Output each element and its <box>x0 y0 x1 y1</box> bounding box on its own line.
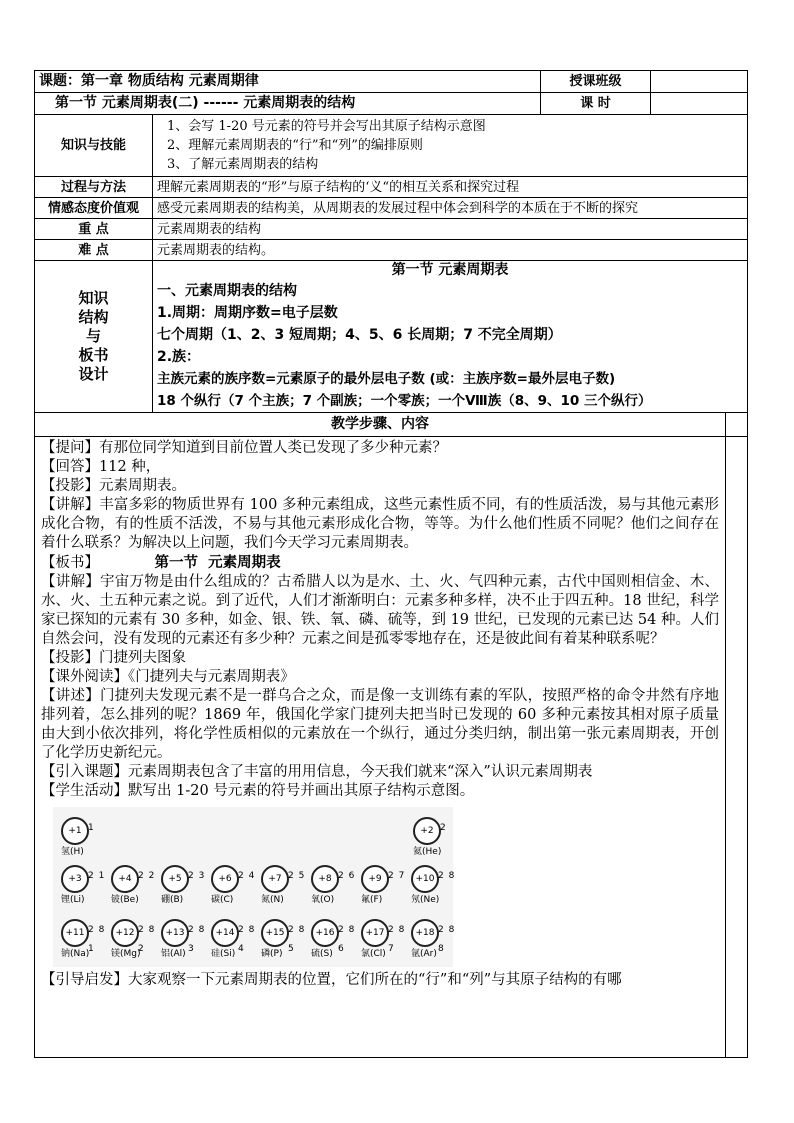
atom-nucleus: +7 <box>261 865 289 893</box>
atom-nucleus: +10 <box>411 865 439 893</box>
step-text: 元素周期表包含了丰富的用用信息，今天我们就来“深入”认识元素周期表 <box>128 764 593 780</box>
step-paragraph <box>41 553 719 573</box>
atom-diagram <box>361 919 407 957</box>
step-text: 有那位同学知道到目前位置人类已发现了多少种元素？ <box>99 440 447 456</box>
step-tag: 【学生活动】 <box>41 783 128 799</box>
atom-shells: 2 8 <box>438 871 456 881</box>
board-line: 1.周期：周期序数=电子层数 <box>157 305 338 321</box>
lesson-plan-table <box>34 70 748 1058</box>
board-line: 主族元素的族序数=元素原子的最外层电子数 (或：主族序数=最外层电子数) <box>157 371 616 387</box>
atom-diagram <box>311 919 357 957</box>
knowledge-item: 1、会写 1-20 号元素的符号并会写出其原子结构示意图 <box>167 119 486 134</box>
atom-shells: 2 2 <box>138 871 156 881</box>
atom-nucleus: +1 <box>61 817 89 845</box>
atom-name: 铝(Al) <box>161 949 186 959</box>
atom-name: 碳(C) <box>211 895 234 905</box>
hours-value <box>651 93 748 115</box>
step-text: 元素周期表。 <box>99 478 186 494</box>
step-text: 第一节 元素周期表 <box>99 554 281 571</box>
knowledge-item: 3、了解元素周期表的结构 <box>167 157 319 172</box>
atom-diagram <box>411 919 457 957</box>
atom-nucleus: +13 <box>161 919 189 947</box>
atom-nucleus: +18 <box>411 919 439 947</box>
step-tag: 【板书】 <box>41 555 99 571</box>
board-label-line: 板书 <box>78 346 109 364</box>
atom-nucleus: +9 <box>361 865 389 893</box>
atom-name: 氯(Cl) <box>361 949 386 959</box>
knowledge-item: 2、理解元素周期表的“行”和“列”的编排原则 <box>167 138 423 153</box>
atom-shells: 2 8 7 <box>388 925 406 954</box>
atom-name: 锂(Li) <box>61 895 85 905</box>
process-text: 理解元素周期表的“形”与原子结构的‘义“的相互关系和探究过程 <box>153 177 748 198</box>
step-tag: 【讲述】 <box>41 688 100 704</box>
atom-nucleus: +16 <box>311 919 339 947</box>
atom-shells: 2 3 <box>188 871 206 881</box>
class-label: 授课班级 <box>541 71 651 93</box>
atom-shells: 2 8 6 <box>338 925 356 954</box>
board-label-line: 与 <box>85 327 101 345</box>
atom-name: 氧(O) <box>311 895 335 905</box>
board-design <box>153 261 748 413</box>
step-tag: 【投影】 <box>41 650 99 666</box>
board-label-line: 设计 <box>78 365 109 383</box>
step-paragraph <box>41 458 719 477</box>
lesson-section: 第一节 元素周期表(二) ------ 元素周期表的结构 <box>35 93 541 115</box>
atom-diagram <box>311 865 357 903</box>
step-text: 宇宙万物是由什么组成的？古希腊人以为是水、土、火、气四种元素，古代中国则相信金、木、水、火、土五种元素之说。到了近代，人们才渐渐明白：元素多种多样，决不止于四五种。18 世纪，科学家已探知的元素有 30 多种，如金、银、铁、氧、磷、硫等，到 19 世纪，已发现的元素已达 54 种。人们自然会问，没有发现的元素还有多少种？元素之间是孤零零地存在，还是彼此间有着某种联系呢？ <box>41 574 720 647</box>
steps-side-cell <box>726 413 748 437</box>
atom-diagram <box>261 865 307 903</box>
board-title: 第一节 元素周期表 <box>391 262 509 278</box>
atom-shells: 2 5 <box>288 871 306 881</box>
step-paragraph <box>41 782 719 801</box>
board-line: 一、元素周期表的结构 <box>157 283 297 299</box>
step-text: 《门捷列夫与元素周期表》 <box>128 669 295 685</box>
class-value <box>651 71 748 93</box>
atom-name: 硫(S) <box>311 949 333 959</box>
atom-diagram <box>211 865 257 903</box>
difficulty-text: 元素周期表的结构。 <box>153 240 748 261</box>
atom-name: 镁(Mg) <box>111 949 141 959</box>
step-text: 门捷列夫发现元素不是一群乌合之众，而是像一支训练有素的军队，按照严格的命令井然有序地排列着，怎么排列的呢？1869 年，俄国化学家门捷列夫把当时已发现的 60 多种元素按其相对原子质量由大到小依次排列，将化学性质相似的元素放在一个纵行，通过分类归纳，制出第一张元素周期表，开创了化学历史新纪元。 <box>41 688 720 761</box>
atom-shells: 2 8 1 <box>88 925 106 954</box>
atom-diagram <box>61 919 107 957</box>
steps-heading: 教学步骤、内容 <box>35 413 726 437</box>
step-paragraph <box>41 763 719 782</box>
step-tag: 【讲解】 <box>41 497 100 513</box>
atom-diagram <box>111 919 157 957</box>
process-label: 过程与方法 <box>35 177 153 198</box>
atom-name: 氖(Ne) <box>411 895 440 905</box>
atom-name: 氩(Ar) <box>411 949 437 959</box>
atom-name: 氢(H) <box>61 847 84 857</box>
board-label-line: 结构 <box>78 308 109 326</box>
board-line: 18 个纵行（7 个主族；7 个副族；一个零族；一个Ⅷ族（8、9、10 三个纵行） <box>157 393 652 409</box>
atom-name: 硅(Si) <box>211 949 236 959</box>
board-label <box>35 261 153 413</box>
difficulty-label: 难 点 <box>35 240 153 261</box>
atom-shells: 2 7 <box>388 871 406 881</box>
emotion-text: 感受元素周期表的结构美，从周期表的发展过程中体会到科学的本质在于不断的探究 <box>153 198 748 219</box>
atom-shells: 2 8 5 <box>288 925 306 954</box>
atom-diagram <box>61 817 107 855</box>
step-paragraph <box>41 477 719 496</box>
atom-name: 磷(P) <box>261 949 283 959</box>
step-text: 大家观察一下元素周期表的位置，它们所在的“行”和“列”与其原子结构的有哪 <box>128 972 622 988</box>
step-tag: 【回答】 <box>41 459 99 475</box>
atom-diagram <box>361 865 407 903</box>
step-tag: 【投影】 <box>41 478 99 494</box>
step-tag: 【引入课题】 <box>41 764 128 780</box>
step-tag: 【讲解】 <box>41 574 100 590</box>
step-text: 112 种， <box>99 459 161 475</box>
atom-name: 氦(He) <box>413 847 442 857</box>
atom-diagram <box>161 919 207 957</box>
atom-name: 钠(Na) <box>61 949 90 959</box>
atom-shells: 2 <box>440 823 447 833</box>
focus-label: 重 点 <box>35 219 153 240</box>
steps-paragraphs <box>41 439 719 801</box>
atom-nucleus: +5 <box>161 865 189 893</box>
lesson-plan-page <box>34 70 747 1058</box>
atom-shells: 2 8 8 <box>438 925 456 954</box>
atom-shells: 1 <box>88 823 95 833</box>
atom-shells: 2 6 <box>338 871 356 881</box>
atom-nucleus: +17 <box>361 919 389 947</box>
atom-structure-figure <box>53 807 456 967</box>
atom-nucleus: +2 <box>413 817 441 845</box>
step-paragraph <box>41 971 719 990</box>
step-tag: 【引导启发】 <box>41 972 128 988</box>
step-paragraph <box>41 573 719 649</box>
atom-shells: 2 1 <box>88 871 106 881</box>
atom-shells: 2 4 <box>238 871 256 881</box>
atom-diagram <box>61 865 107 903</box>
atom-nucleus: +11 <box>61 919 89 947</box>
step-paragraph <box>41 668 719 687</box>
atom-diagram <box>111 865 157 903</box>
emotion-label: 情感态度价值观 <box>35 198 153 219</box>
atom-name: 铍(Be) <box>111 895 139 905</box>
step-text: 丰富多彩的物质世界有 100 多种元素组成，这些元素性质不同，有的性质活泼，易与其他元素形成化合物，有的性质不活泼，不易与其他元素形成化合物，等等。为什么他们性质不同呢？他们之间存在着什么联系？为解决以上问题，我们今天学习元素周期表。 <box>41 497 720 551</box>
atom-name: 氮(N) <box>261 895 284 905</box>
knowledge-items <box>153 115 748 177</box>
board-line: 七个周期（1、2、3 短周期；4、5、6 长周期；7 不完全周期） <box>157 327 562 343</box>
atom-shells: 2 8 2 <box>138 925 156 954</box>
atom-nucleus: +15 <box>261 919 289 947</box>
step-text: 门捷列夫图象 <box>99 650 186 666</box>
atom-name: 氟(F) <box>361 895 383 905</box>
atom-nucleus: +4 <box>111 865 139 893</box>
atom-name: 硼(B) <box>161 895 184 905</box>
atom-nucleus: +14 <box>211 919 239 947</box>
step-paragraph <box>41 687 719 763</box>
atom-nucleus: +3 <box>61 865 89 893</box>
atom-diagram <box>161 865 207 903</box>
steps-side-cell <box>726 437 748 1058</box>
focus-text: 元素周期表的结构 <box>153 219 748 240</box>
step-text: 默写出 1-20 号元素的符号并画出其原子结构示意图。 <box>128 783 475 799</box>
step-paragraph <box>41 649 719 668</box>
atom-shells: 2 8 4 <box>238 925 256 954</box>
steps-body <box>35 437 726 1058</box>
step-paragraph <box>41 439 719 458</box>
hours-label: 课 时 <box>541 93 651 115</box>
atom-nucleus: +6 <box>211 865 239 893</box>
atom-diagram <box>411 865 457 903</box>
lesson-topic: 课题：第一章 物质结构 元素周期律 <box>35 71 541 93</box>
board-line: 2.族： <box>157 349 201 365</box>
atom-diagram <box>211 919 257 957</box>
atom-nucleus: +8 <box>311 865 339 893</box>
step-paragraph <box>41 496 719 553</box>
atom-diagram <box>261 919 307 957</box>
knowledge-label: 知识与技能 <box>35 115 153 177</box>
atom-diagram <box>413 817 459 855</box>
atom-nucleus: +12 <box>111 919 139 947</box>
atom-shells: 2 8 3 <box>188 925 206 954</box>
step-tag: 【提问】 <box>41 440 99 456</box>
board-label-line: 知识 <box>78 289 109 307</box>
step-tag: 【课外阅读】 <box>41 669 128 685</box>
